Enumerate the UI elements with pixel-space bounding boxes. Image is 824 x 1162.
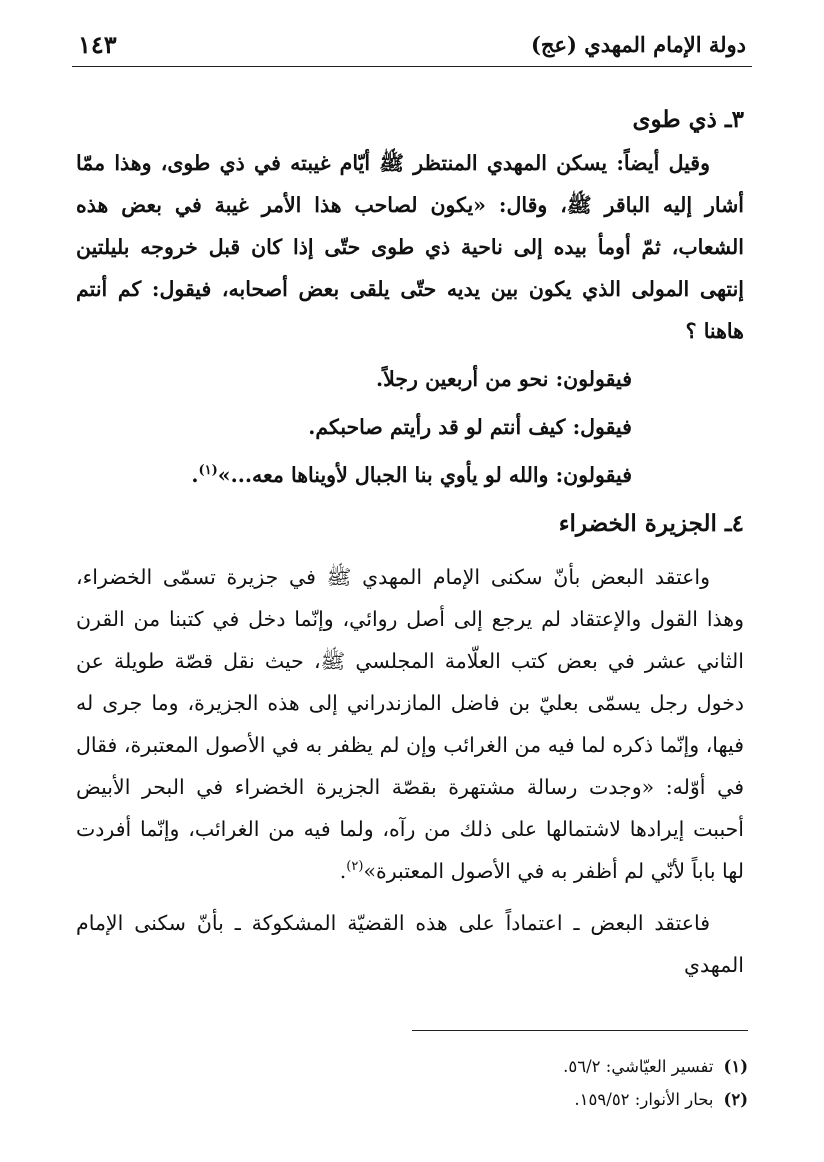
quote-line-3-text: فيقولون: والله لو يأوي بنا الجبال لأويناها معه...» [217, 463, 632, 487]
quote-line-1: فيقولون: نحو من أربعين رجلاً. [376, 367, 632, 391]
paragraph-dhi-tuwa: وقيل أيضاً: يسكن المهدي المنتظر ﷺ أيّام غيبته في ذي طوى، وهذا ممّا أشار إليه الباقر ﷺ، وقال: «يكون لصاحب هذا الأمر غيبة في بعض هذه الشعاب، ثمّ أومأ بيده إلى ناحية ذي طوى حتّى إذا كان قبل خروجه بليلتين إنتهى المولى الذي يكون بين يديه حتّى يلقى بعض أصحابه، فيقول: كم أنتم هاهنا ؟ [76, 151, 744, 343]
running-title: دولة الإمام المهدي (عج) [530, 31, 746, 57]
footnote-1-number: (١) [723, 1057, 748, 1076]
page-body [76, 98, 744, 986]
footnote-ref-2: (٢) [346, 859, 364, 875]
paragraph-continuation: فاعتقد البعض ـ اعتماداً على هذه القضيّة المشكوكة ـ بأنّ سكنى الإمام المهدي [76, 911, 744, 977]
footnote-2-text: بحار الأنوار: ١٥٩/٥٢. [574, 1090, 714, 1109]
section-heading-green-island: ٤ـ الجزيرة الخضراء [558, 510, 744, 537]
quote-line-2: فيقول: كيف أنتم لو قد رأيتم صاحبكم. [308, 415, 632, 439]
header-divider [72, 66, 752, 67]
paragraph-green-island-text: واعتقد البعض بأنّ سكنى الإمام المهدي ﷺ في جزيرة تسمّى الخضراء، وهذا القول والإعتقاد لم يرجع إلى أصل روائي، وإنّما دخل في كتبنا من القرن الثاني عشر في بعض كتب العلّامة المجلسي ﷺ، حيث نقل قصّة طويلة عن دخول رجل يسمّى بعليّ بن فاضل المازندراني إلى هذه الجزيرة، وما جرى له فيها، وإنّما ذكره لما فيه من الغرائب وإن لم يظفر به في الأصول المعتبرة، فقال في أوّله: «وجدت رسالة مشتهرة بقصّة الجزيرة الخضراء في البحر الأبيض أحببت إيرادها لاشتمالها على ذلك من رآه، ولما فيه من الغرائب، وإنّما أفردت لها باباً لأنّي لم أظفر به في الأصول المعتبرة» [76, 565, 744, 883]
quote-line-3-end: . [191, 463, 199, 487]
page-header [78, 24, 746, 64]
footnote-2 [76, 1083, 748, 1116]
footnotes [76, 1050, 748, 1116]
section-heading-dhi-tuwa: ٣ـ ذي طوى [632, 106, 744, 133]
quote-line-3 [76, 454, 744, 496]
page-number: ١٤٣ [78, 29, 117, 59]
footnote-1-text: تفسير العيّاشي: ٥٦/٢. [563, 1057, 714, 1076]
footnote-1 [76, 1050, 748, 1083]
footnote-ref-1: (١) [198, 463, 218, 479]
paragraph-green-island [76, 556, 744, 892]
footnote-divider [412, 1030, 748, 1031]
paragraph-green-island-end: . [339, 859, 347, 883]
footnote-2-number: (٢) [723, 1090, 748, 1109]
